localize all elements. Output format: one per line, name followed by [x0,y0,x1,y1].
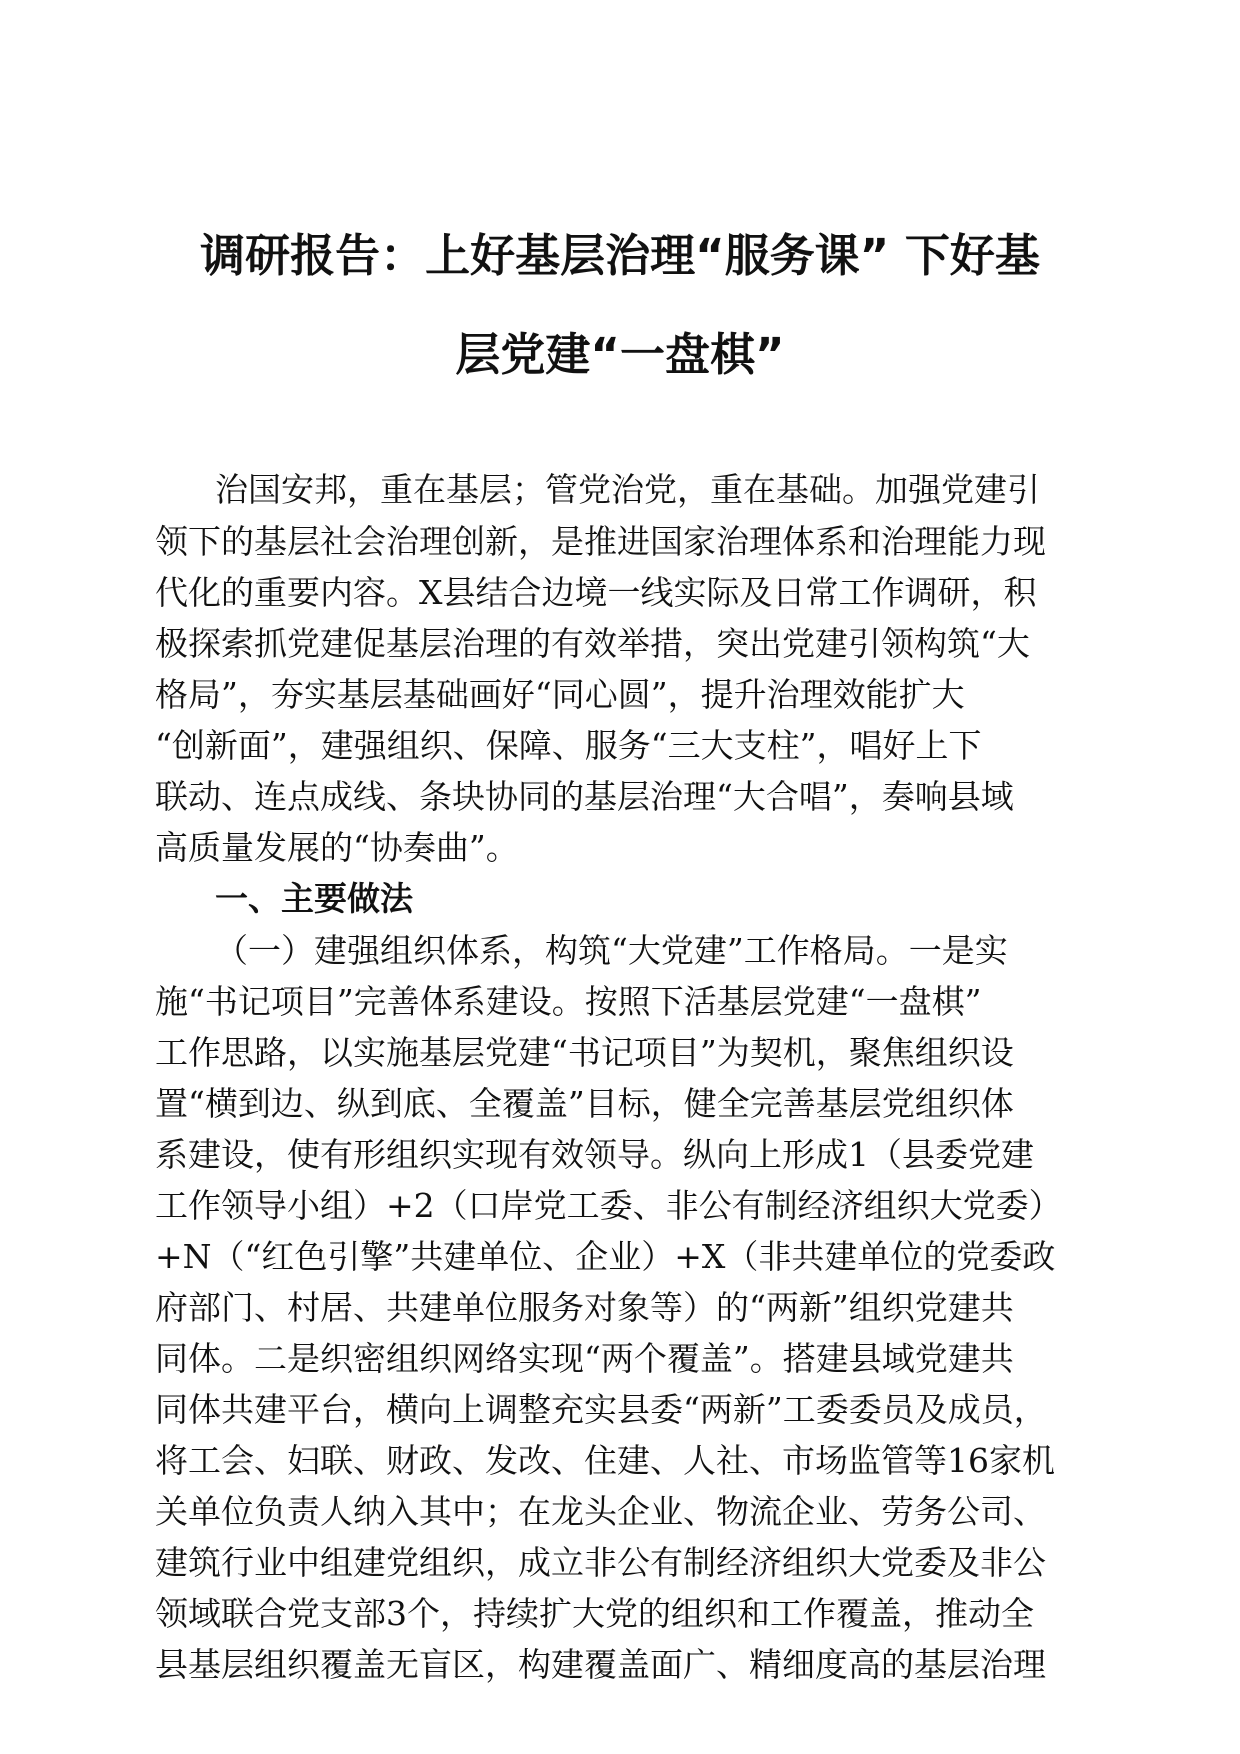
paragraph-line: 置“横到边、纵到底、全覆盖”目标，健全完善基层党组织体 [155,1084,1014,1123]
document-title-line-2: 层党建“一盘棋” [455,328,785,381]
paragraph-line: 系建设，使有形组织实现有效领导。纵向上形成1（县委党建 [155,1135,1034,1174]
paragraph-line: 工作思路，以实施基层党建“书记项目”为契机，聚焦组织设 [155,1033,1014,1072]
paragraph-line: 高质量发展的“协奏曲”。 [155,828,519,867]
paragraph-line: 府部门、村居、共建单位服务对象等）的“两新”组织党建共 [155,1288,1014,1327]
paragraph-line: 施“书记项目”完善体系建设。按照下活基层党建“一盘棋” [155,982,982,1021]
paragraph-line: “创新面”，建强组织、保障、服务“三大支柱”，唱好上下 [155,726,982,765]
paragraph-line: 代化的重要内容。X县结合边境一线实际及日常工作调研，积 [155,573,1037,612]
paragraph-line: 同体。二是织密组织网络实现“两个覆盖”。搭建县域党建共 [155,1339,1014,1378]
document-title-line-1: 调研报告：上好基层治理“服务课” 下好基 [200,229,1040,282]
paragraph-line: 将工会、妇联、财政、发改、住建、人社、市场监管等16家机 [155,1441,1055,1480]
paragraph-line: 同体共建平台，横向上调整充实县委“两新”工委委员及成员， [155,1390,1047,1429]
paragraph-line: 工作领导小组）+2（口岸党工委、非公有制经济组织大党委） [155,1186,1062,1225]
paragraph-line: 建筑行业中组建党组织，成立非公有制经济组织大党委及非公 [155,1543,1046,1582]
paragraph-line: +N（“红色引擎”共建单位、企业）+X（非共建单位的党委政 [155,1237,1056,1276]
paragraph-line: 关单位负责人纳入其中；在龙头企业、物流企业、劳务公司、 [155,1492,1046,1531]
paragraph-line: （一）建强组织体系，构筑“大党建”工作格局。一是实 [215,931,1008,970]
paragraph-line: 领域联合党支部3个，持续扩大党的组织和工作覆盖，推动全 [155,1594,1034,1633]
paragraph-line: 县基层组织覆盖无盲区，构建覆盖面广、精细度高的基层治理 [155,1645,1046,1684]
paragraph-line: 格局”，夯实基层基础画好“同心圆”，提升治理效能扩大 [155,675,965,714]
section-heading: 一、主要做法 [215,879,413,918]
paragraph-line: 领下的基层社会治理创新，是推进国家治理体系和治理能力现 [155,522,1046,561]
paragraph-line: 极探索抓党建促基层治理的有效举措，突出党建引领构筑“大 [155,624,1030,663]
paragraph-line: 联动、连点成线、条块协同的基层治理“大合唱”，奏响县域 [155,777,1014,816]
paragraph-line: 治国安邦，重在基层；管党治党，重在基础。加强党建引 [215,470,1040,509]
